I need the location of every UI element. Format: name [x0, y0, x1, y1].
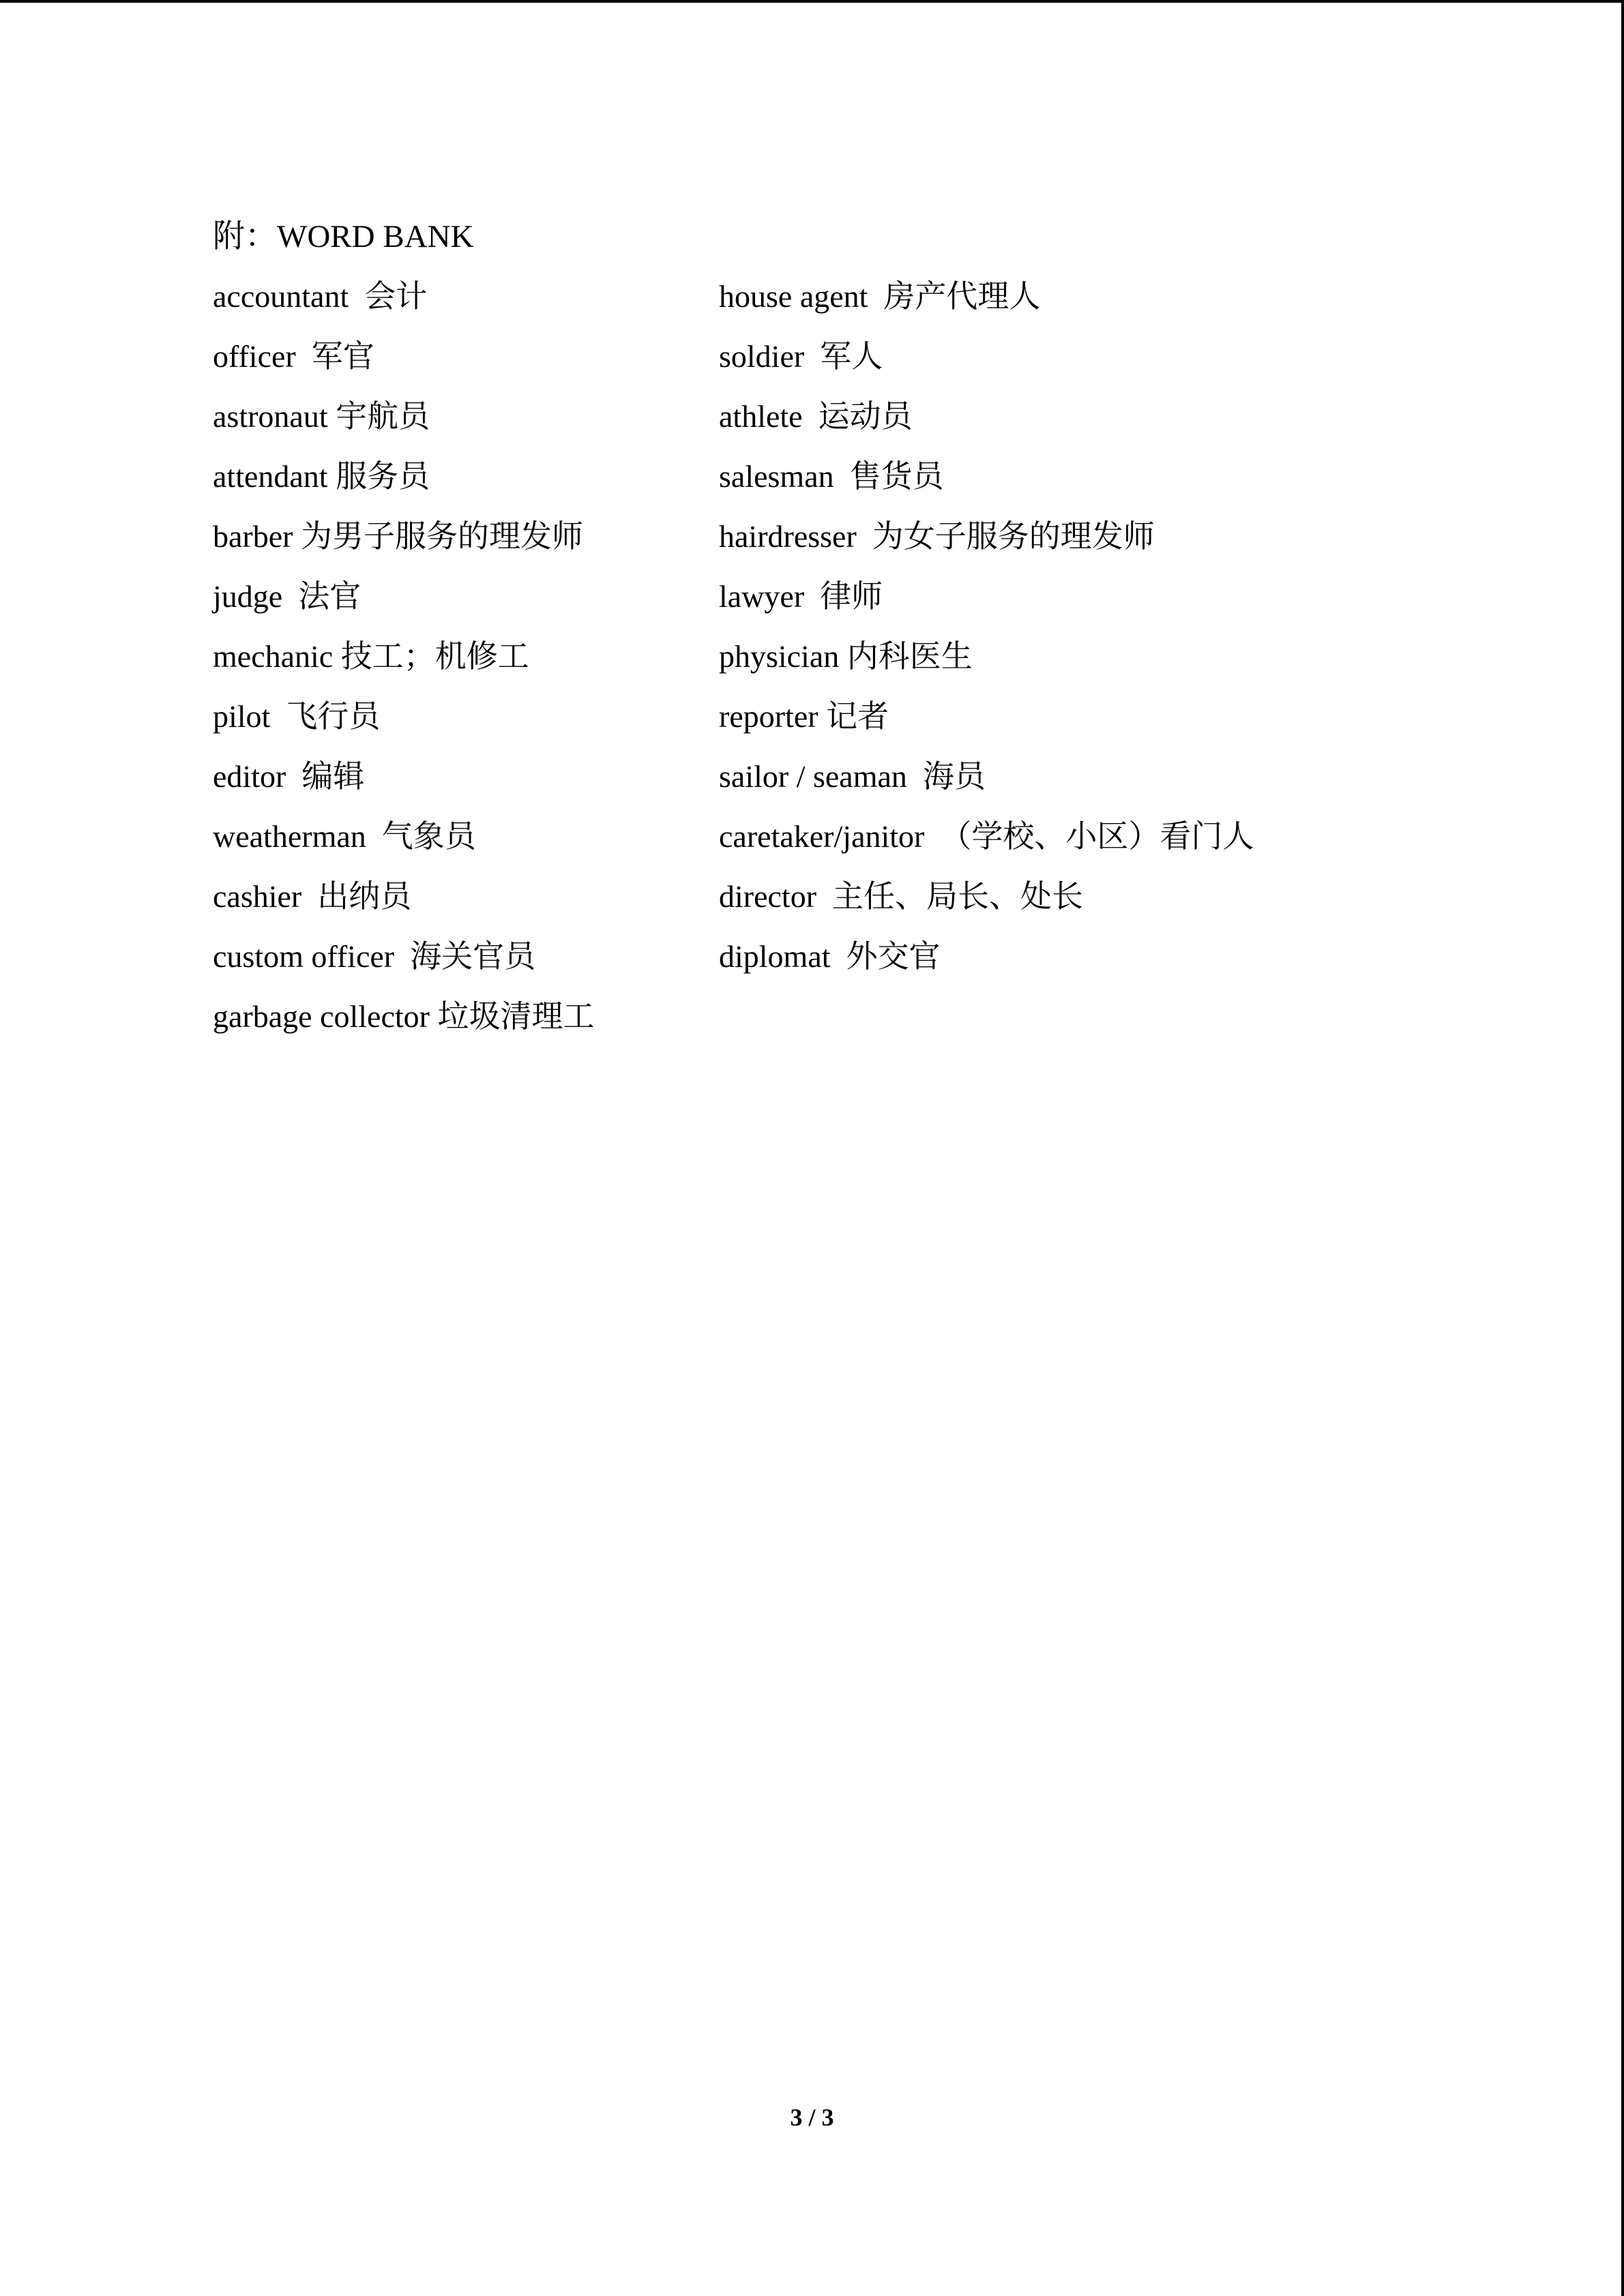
word-entry-right: house agent 房产代理人	[719, 279, 1041, 314]
word-entry-right: caretaker/janitor （学校、小区）看门人	[719, 819, 1254, 854]
word-bank-row	[213, 393, 1509, 453]
page-number: 3 / 3	[790, 2104, 834, 2131]
word-bank-row	[213, 693, 1509, 753]
word-entry-right: salesman 售货员	[719, 459, 944, 494]
word-bank-row	[213, 513, 1509, 573]
word-bank-row	[213, 633, 1509, 693]
word-bank-row	[213, 333, 1509, 393]
word-entry-right: director 主任、局长、处长	[719, 879, 1084, 914]
word-entry-left: editor 编辑	[213, 759, 365, 794]
word-entry-left: astronaut 宇航员	[213, 399, 430, 434]
word-entry-left: officer 军官	[213, 339, 374, 374]
word-entry-right: reporter 记者	[719, 699, 889, 734]
word-entry-right: sailor / seaman 海员	[719, 759, 986, 794]
word-bank-row	[213, 813, 1509, 873]
word-entry-left: accountant 会计	[213, 279, 428, 314]
word-bank-row	[213, 993, 1509, 1053]
word-entry-left: weatherman 气象员	[213, 819, 476, 854]
word-bank-row	[213, 753, 1509, 813]
word-entry-left: custom officer 海关官员	[213, 939, 536, 974]
word-entry-right: physician 内科医生	[719, 639, 973, 674]
word-bank-row	[213, 933, 1509, 993]
word-entry-left: pilot 飞行员	[213, 699, 381, 734]
word-entry-left: attendant 服务员	[213, 459, 430, 494]
word-entry-right: soldier 军人	[719, 339, 883, 374]
word-bank-row	[213, 573, 1509, 633]
word-entry-left: mechanic 技工；机修工	[213, 639, 529, 674]
word-entry-right: diplomat 外交官	[719, 939, 941, 974]
word-bank-heading: 附：WORD BANK	[213, 219, 474, 254]
word-entry-left: barber 为男子服务的理发师	[213, 519, 583, 554]
word-bank-row	[213, 873, 1509, 933]
word-entry-right: hairdresser 为女子服务的理发师	[719, 519, 1155, 554]
word-entry-left: garbage collector 垃圾清理工	[213, 999, 595, 1034]
word-entry-left: cashier 出纳员	[213, 879, 412, 914]
word-bank-list	[213, 273, 1509, 1053]
word-entry-right: athlete 运动员	[719, 399, 913, 434]
word-bank-row	[213, 453, 1509, 513]
word-bank-row	[213, 273, 1509, 333]
word-entry-right: lawyer 律师	[719, 579, 883, 614]
word-entry-left: judge 法官	[213, 579, 361, 614]
